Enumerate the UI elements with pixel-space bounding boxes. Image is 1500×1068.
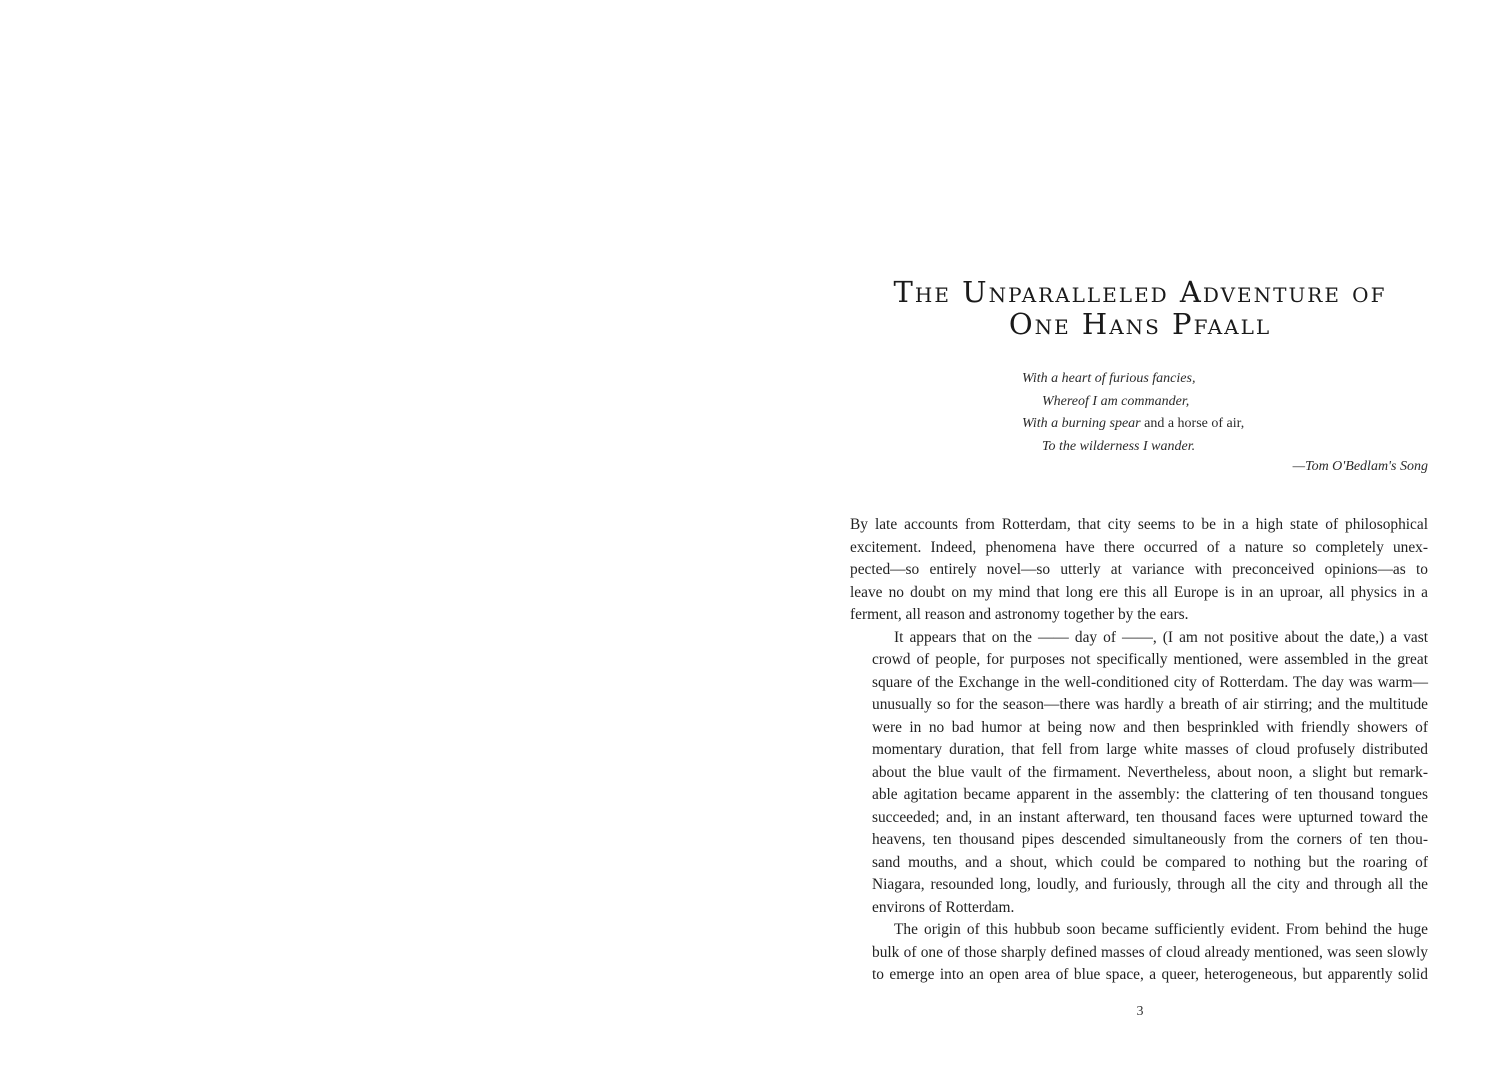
epigraph-line: Whereof I am commander,: [1042, 393, 1190, 409]
body-line: succeeded; and, in an instant afterward, ten thousand faces were upturned toward the: [872, 808, 1428, 826]
body-line: By late accounts from Rotterdam, that city seems to be in a high state of philosophical: [850, 516, 1428, 533]
body-line: bulk of one of those sharply defined masses of cloud already mentioned, was seen slowly: [872, 943, 1428, 961]
body-paragraph: [850, 627, 1428, 920]
epigraph-line: [1022, 413, 1362, 436]
body-line: to emerge into an open area of blue space, a queer, heterogeneous, but apparently solid: [872, 966, 1428, 983]
epigraph-line-roman: and a horse of air,: [1144, 416, 1245, 431]
chapter-title-line-1: The Unparalleled Adventure of: [893, 275, 1387, 309]
body-line: unusually so for the season—there was hardly a breath of air stirring; and the multitude: [872, 696, 1428, 713]
body-line: were in no bad humor at being now and then besprinkled with friendly showers of: [872, 718, 1428, 736]
epigraph-line: To the wilderness I wander.: [1042, 438, 1196, 454]
body-line: environs of Rotterdam.: [872, 898, 1015, 916]
right-page: [750, 0, 1500, 1068]
chapter-title-line-2: One Hans Pfaall: [1008, 307, 1272, 341]
body-line: square of the Exchange in the well-conditioned city of Rotterdam. The day was warm—: [872, 673, 1428, 691]
chapter-title: [850, 276, 1430, 340]
body-line: momentary duration, that fell from large white masses of cloud profusely distributed: [872, 741, 1428, 758]
body-line: ferment, all reason and astronomy together by the ears.: [850, 606, 1189, 623]
body-line: able agitation became apparent in the assembly: the clattering of ten thousand tongues: [872, 786, 1428, 803]
body-paragraph: [850, 919, 1428, 987]
body-line: pected—so entirely novel—so utterly at variance with preconceived opinions—as to: [850, 561, 1428, 578]
epigraph: [1022, 368, 1362, 458]
body-line: Niagara, resounded long, loudly, and furiously, through all the city and through all the: [872, 876, 1428, 893]
body-line: crowd of people, for purposes not specifically mentioned, were assembled in the great: [872, 651, 1428, 668]
chapter-body: [850, 514, 1428, 987]
body-line: The origin of this hubbub soon became sufficiently evident. From behind the huge: [894, 921, 1428, 938]
epigraph-line: With a heart of furious fancies,: [1022, 371, 1196, 386]
body-line: excitement. Indeed, phenomena have there occurred of a nature so completely unex-: [850, 538, 1428, 556]
body-line: It appears that on the —— day of ——, (I am not positive about the date,) a vast: [894, 628, 1428, 646]
page-number: 3: [1136, 1004, 1144, 1019]
epigraph-attribution: —Tom O'Bedlam's Song: [1292, 459, 1428, 474]
body-line: about the blue vault of the firmament. Nevertheless, about noon, a slight but remark-: [872, 763, 1428, 781]
body-line: sand mouths, and a shout, which could be compared to nothing but the roaring of: [872, 853, 1428, 871]
body-paragraph: [850, 514, 1428, 627]
body-line: leave no doubt on my mind that long ere this all Europe is in an uproar, all physics in a: [850, 583, 1428, 601]
epigraph-line-italic: With a burning spear: [1022, 416, 1141, 431]
body-line: heavens, ten thousand pipes descended simultaneously from the corners of ten thou-: [872, 831, 1428, 848]
